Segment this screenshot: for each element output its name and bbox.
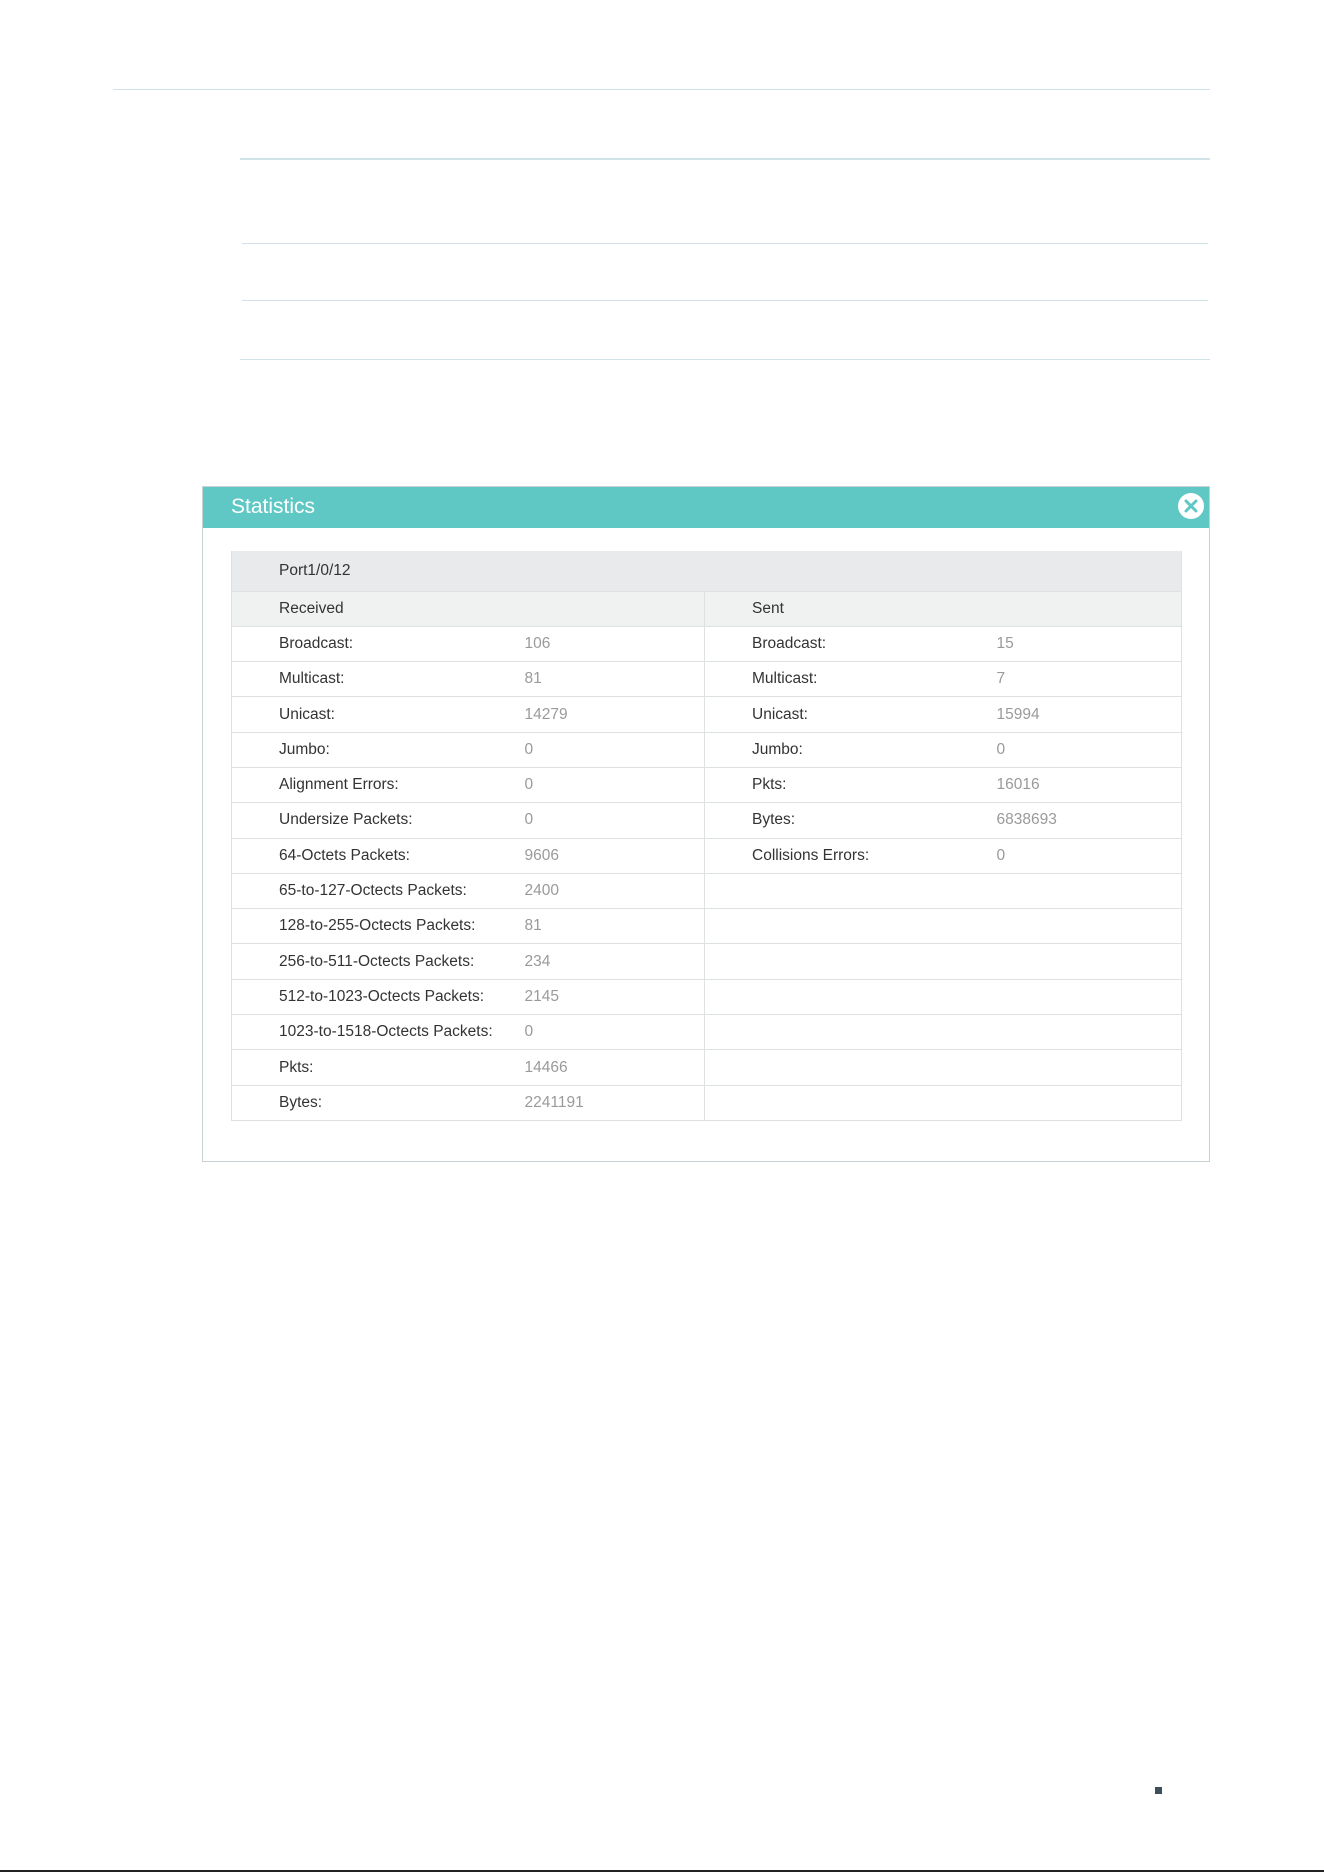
divider-2 — [242, 243, 1208, 244]
tx-label: Pkts: — [705, 767, 997, 802]
rx-label: Pkts: — [232, 1050, 525, 1085]
table-row — [232, 873, 1182, 908]
tx-value: 15 — [997, 626, 1182, 661]
rx-label: Alignment Errors: — [232, 767, 525, 802]
rx-value: 9606 — [525, 838, 705, 873]
table-row — [232, 626, 1182, 661]
tx-label: Multicast: — [705, 662, 997, 697]
rx-value: 2241191 — [525, 1085, 705, 1120]
rx-value: 14279 — [525, 697, 705, 732]
rx-label: Broadcast: — [232, 626, 525, 661]
rx-value: 0 — [525, 767, 705, 802]
rx-value: 234 — [525, 944, 705, 979]
table-row — [232, 909, 1182, 944]
table-row — [232, 697, 1182, 732]
tx-label: Jumbo: — [705, 732, 997, 767]
table-row — [232, 767, 1182, 802]
tx-value: 0 — [997, 838, 1182, 873]
tx-value — [997, 944, 1182, 979]
port-row — [232, 551, 1182, 591]
table-row — [232, 944, 1182, 979]
rx-value: 2145 — [525, 979, 705, 1014]
rx-value: 0 — [525, 803, 705, 838]
rx-label: Undersize Packets: — [232, 803, 525, 838]
top-divider — [113, 89, 1210, 90]
tx-label — [705, 873, 997, 908]
tx-label — [705, 944, 997, 979]
tx-value — [997, 909, 1182, 944]
sent-header: Sent — [705, 591, 1182, 626]
tx-value: 0 — [997, 732, 1182, 767]
tx-value — [997, 1085, 1182, 1120]
tx-label: Unicast: — [705, 697, 997, 732]
tx-value — [997, 873, 1182, 908]
tx-value — [997, 979, 1182, 1014]
tx-label — [705, 1085, 997, 1120]
rx-value: 81 — [525, 662, 705, 697]
tx-value: 6838693 — [997, 803, 1182, 838]
table-row — [232, 1050, 1182, 1085]
tx-label — [705, 1050, 997, 1085]
rx-value: 14466 — [525, 1050, 705, 1085]
rx-label: 1023-to-1518-Octects Packets: — [232, 1015, 525, 1050]
tx-value — [997, 1050, 1182, 1085]
tx-value: 16016 — [997, 767, 1182, 802]
tx-label — [705, 1015, 997, 1050]
rx-label: 128-to-255-Octects Packets: — [232, 909, 525, 944]
tx-label — [705, 979, 997, 1014]
port-label: Port1/0/12 — [232, 551, 1182, 591]
tx-value: 15994 — [997, 697, 1182, 732]
dialog-title: Statistics — [231, 495, 316, 518]
tx-label: Broadcast: — [705, 626, 997, 661]
table-row — [232, 1085, 1182, 1120]
rx-label: 256-to-511-Octects Packets: — [232, 944, 525, 979]
rx-label: Multicast: — [232, 662, 525, 697]
rx-label: Unicast: — [232, 697, 525, 732]
divider-3 — [242, 300, 1208, 301]
tx-label — [705, 909, 997, 944]
tx-label: Bytes: — [705, 803, 997, 838]
tx-label: Collisions Errors: — [705, 838, 997, 873]
rx-label: Jumbo: — [232, 732, 525, 767]
page-marker — [1155, 1787, 1162, 1794]
divider-1 — [240, 158, 1210, 160]
table-row — [232, 732, 1182, 767]
table-row — [232, 979, 1182, 1014]
rx-label: 65-to-127-Octects Packets: — [232, 873, 525, 908]
table-row — [232, 662, 1182, 697]
rx-value: 0 — [525, 732, 705, 767]
received-header: Received — [232, 591, 705, 626]
dialog-header — [203, 487, 1209, 528]
table-row — [232, 838, 1182, 873]
tx-value: 7 — [997, 662, 1182, 697]
divider-4 — [240, 359, 1210, 360]
table-row — [232, 1015, 1182, 1050]
rx-label: 512-to-1023-Octects Packets: — [232, 979, 525, 1014]
rx-value: 81 — [525, 909, 705, 944]
statistics-table — [231, 551, 1182, 1121]
rx-value: 106 — [525, 626, 705, 661]
rx-label: 64-Octets Packets: — [232, 838, 525, 873]
direction-header-row — [232, 591, 1182, 626]
rx-label: Bytes: — [232, 1085, 525, 1120]
rx-value: 0 — [525, 1015, 705, 1050]
rx-value: 2400 — [525, 873, 705, 908]
close-icon[interactable] — [1178, 493, 1204, 519]
table-row — [232, 803, 1182, 838]
statistics-dialog — [202, 486, 1210, 1162]
tx-value — [997, 1015, 1182, 1050]
